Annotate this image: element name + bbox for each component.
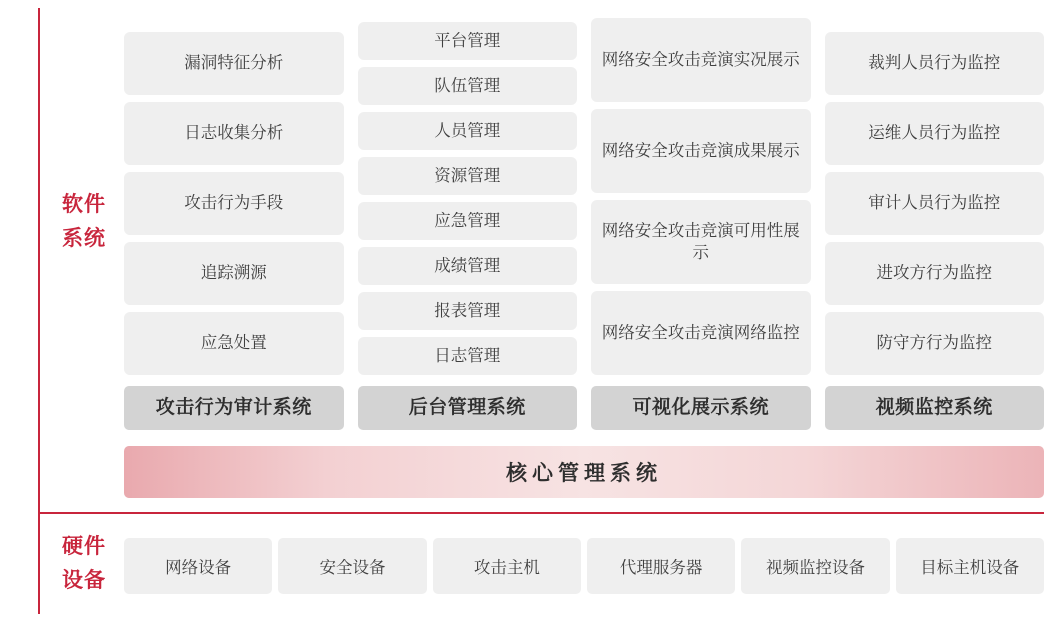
section-label-hardware-line2: 设备 — [62, 569, 106, 592]
module-cell[interactable]: 网络安全攻击竞演成果展示 — [591, 109, 811, 193]
section-label-hardware — [48, 530, 120, 598]
module-cell[interactable]: 队伍管理 — [358, 67, 578, 105]
software-columns — [124, 18, 1044, 430]
module-cell[interactable]: 运维人员行为监控 — [825, 102, 1045, 165]
hardware-cell[interactable]: 攻击主机 — [433, 538, 581, 594]
column-video-monitoring — [825, 18, 1045, 430]
hardware-cell[interactable]: 目标主机设备 — [896, 538, 1044, 594]
hardware-cell[interactable]: 视频监控设备 — [741, 538, 889, 594]
core-management-system-bar[interactable]: 核心管理系统 — [124, 446, 1044, 498]
section-label-software-line2: 系统 — [62, 227, 106, 250]
module-cell[interactable]: 资源管理 — [358, 157, 578, 195]
frame-horizontal-divider — [38, 512, 1044, 514]
column-header-video-monitoring[interactable]: 视频监控系统 — [825, 386, 1045, 430]
module-cell[interactable]: 追踪溯源 — [124, 242, 344, 305]
section-label-software-line1: 软件 — [62, 193, 106, 216]
hardware-devices-row — [124, 538, 1044, 594]
column-header-attack-audit[interactable]: 攻击行为审计系统 — [124, 386, 344, 430]
hardware-cell[interactable]: 代理服务器 — [587, 538, 735, 594]
module-cell[interactable]: 网络安全攻击竞演网络监控 — [591, 291, 811, 375]
module-cell[interactable]: 防守方行为监控 — [825, 312, 1045, 375]
module-cell[interactable]: 日志收集分析 — [124, 102, 344, 165]
module-cell[interactable]: 攻击行为手段 — [124, 172, 344, 235]
hardware-cell[interactable]: 安全设备 — [278, 538, 426, 594]
section-label-hardware-line1: 硬件 — [62, 535, 106, 558]
module-cell[interactable]: 进攻方行为监控 — [825, 242, 1045, 305]
module-cell[interactable]: 裁判人员行为监控 — [825, 32, 1045, 95]
module-cell[interactable]: 漏洞特征分析 — [124, 32, 344, 95]
module-cell[interactable]: 报表管理 — [358, 292, 578, 330]
hardware-cell[interactable]: 网络设备 — [124, 538, 272, 594]
column-header-backend-management[interactable]: 后台管理系统 — [358, 386, 578, 430]
module-cell[interactable]: 应急处置 — [124, 312, 344, 375]
module-cell[interactable]: 成绩管理 — [358, 247, 578, 285]
column-visualization — [591, 18, 811, 430]
module-cell[interactable]: 人员管理 — [358, 112, 578, 150]
module-cell[interactable]: 审计人员行为监控 — [825, 172, 1045, 235]
column-attack-audit — [124, 18, 344, 430]
module-cell[interactable]: 应急管理 — [358, 202, 578, 240]
module-cell[interactable]: 网络安全攻击竞演实况展示 — [591, 18, 811, 102]
column-header-visualization[interactable]: 可视化展示系统 — [591, 386, 811, 430]
frame-left-border — [38, 8, 40, 614]
module-cell[interactable]: 网络安全攻击竞演可用性展示 — [591, 200, 811, 284]
module-cell[interactable]: 平台管理 — [358, 22, 578, 60]
section-label-software — [48, 188, 120, 256]
module-cell[interactable]: 日志管理 — [358, 337, 578, 375]
column-backend-management — [358, 18, 578, 430]
